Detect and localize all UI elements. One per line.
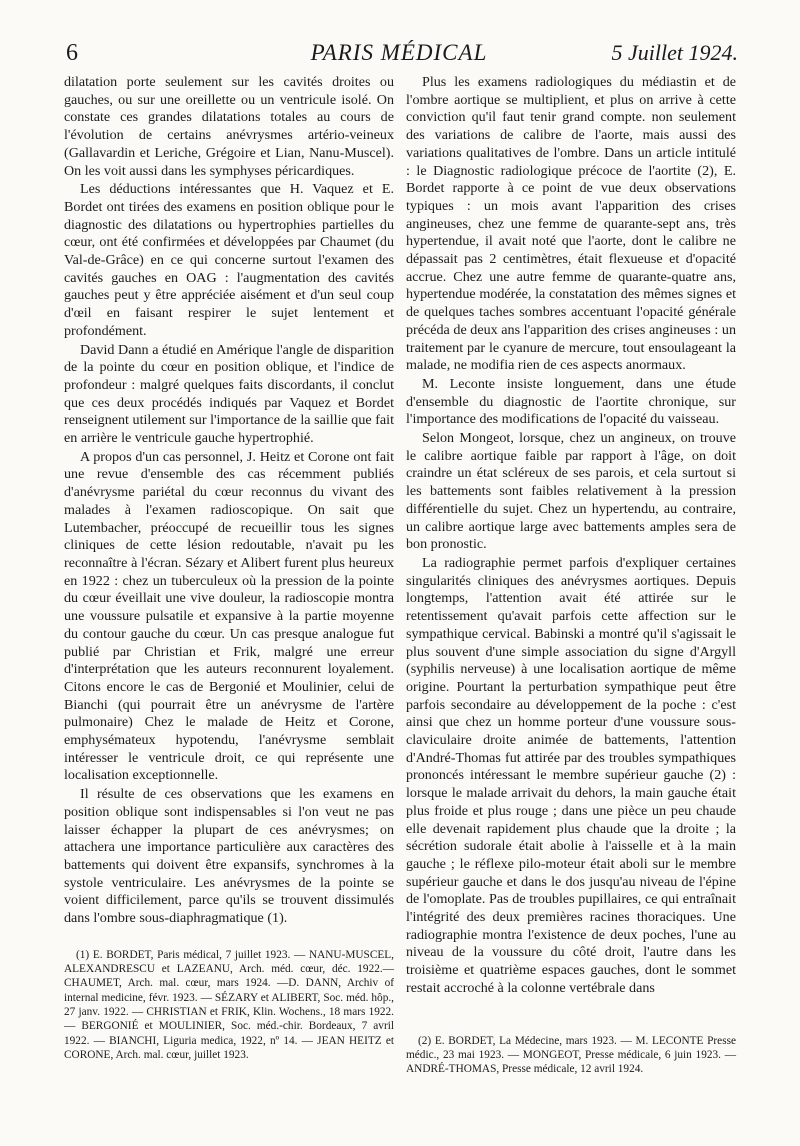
paragraph: dilatation porte seulement sur les cavités droites ou gauches, ou sur une oreillette ou un ventricule isolé. On constate ces grandes dilatations totales au cours de l'évolution de certains anévrysmes artério-veineux (Gallavardin et Leriche, Grégoire et Lian, Nanu-Muscel). On les voit aussi dans les symphyses péricardiques. bbox=[64, 74, 394, 179]
paragraph: Selon Mongeot, lorsque, chez un angineux, on trouve le calibre aortique faible par rapport à l'âge, on doit craindre un état scléreux de ses parois, et cela surtout si les battements sont faibles relativement à la pression différentielle du sujet. Chez un hypertendu, au contraire, un calibre aortique large avec battements amples sera de bon pronostic. bbox=[406, 430, 736, 553]
page-number: 6 bbox=[66, 40, 78, 66]
paragraph: David Dann a étudié en Amérique l'angle de disparition de la pointe du cœur en position oblique, et l'indice de profondeur : malgré quelques faits discordants, il conclut que ces deux procédés indiqués par Vaquez et Bordet renseignent utilement sur l'importance de la saillie que fait en arrière le ventricule gauche hypertrophié. bbox=[64, 341, 394, 447]
right-column bbox=[406, 74, 736, 1077]
left-column bbox=[64, 74, 394, 1063]
paragraph: La radiographie permet parfois d'expliquer certaines singularités cliniques des anévrysmes aortiques. Depuis longtemps, l'attention avait été attirée sur le retentissement qu'avait parfois cette affection sur le sympathique cervical. Babinski a montré qu'il s'agissait le plus souvent d'une simple association du signe d'Argyll (syphilis nerveuse) à une localisation aortique de même origine. Pourtant la perturbation sympathique peut être parfois secondaire au développement de la poche : c'est ainsi que chez un homme porteur d'une voussure sous-claviculaire droite animée de battements, l'attention d'André-Thomas fut attirée par des troubles sympathiques prononcés intéressant le membre supérieur gauche (2) : lorsque le malade arrivait du dehors, la main gauche était plus froide et plus rouge ; dans une pièce un peu chaude elle devenait rapidement plus chaude que la droite ; la sécrétion sudorale était abolie à l'aisselle et à la main gauche ; le réflexe pilo-moteur était aboli sur le membre supérieur gauche et dans le dos jusqu'au niveau de l'épine de l'omoplate. Pas de troubles pupillaires, ce qui entraînait l'intégrité des deux premières racines thoraciques. Une radiographie montra l'existence de deux poches, l'une au niveau de la voussure du côté droit, l'autre dans les troisième et quatrième espaces gauches, dont le sommet restait accroché à la colonne vertébrale dans bbox=[406, 554, 736, 996]
footnote: (1) E. BORDET, Paris médical, 7 juillet 1923. — NANU-MUSCEL, ALEXANDRESCU et LAZEANU, Arch. méd. cœur, déc. 1922.— CHAUMET, Arch. mal. cœur, mars 1924. —D. DANN, Archiv of internal medicine, févr. 1923. — SÉZARY et ALIBERT, Soc. méd. hôp., 27 janv. 1922. — CHRISTIAN et FRIK, Klin. Wochens., 18 mars 1922. — BERGONIÉ et MOULINIER, Soc. méd.-chir. Bordeaux, 7 avril 1922. — BIANCHI, Liguria medica, 1922, nº 14. — JEAN HEITZ et CORONE, Arch. mal. cœur, juillet 1923. bbox=[64, 948, 394, 1061]
paragraph: Plus les examens radiologiques du médiastin et de l'ombre aortique se multiplient, et plus on arrive à cette conviction qu'il faut tenir grand compte. non seulement des variations de calibre de l'aorte, mais aussi des variations qualitatives de l'ombre. Dans un article intitulé : le Diagnostic radiologique précoce de l'aortite (2), E. Bordet rapporte à ce point de vue deux observations typiques : un mois avant l'apparition des crises angineuses, chez une femme de quarante-sept ans, très hypertendue, il avait noté que l'aorte, dont le calibre ne dépassait pas 2 centimètres, était flexueuse et d'opacité accrue. Chez une autre femme de quarante-quatre ans, hypertendue modérée, la constatation des mêmes signes et de quelques taches sombres accentuant l'opacité générale précéda de deux ans l'apparition des crises angineuses : un traitement par le cyanure de mercure, tout ensoulageant la malade, ne modifia rien de ces aspects anormaux. bbox=[406, 74, 736, 374]
paragraph: Les déductions intéressantes que H. Vaquez et E. Bordet ont tirées des examens en position oblique pour le diagnostic des dilatations ou hypertrophies partielles du cœur, ont été confirmées et développées par Chaumet (du Val-de-Grâce) en ce qui concerne surtout l'examen des cavités gauches en OAG : l'augmentation des cavités gauches peut y être appréciée aisément et d'un seul coup d'œil en faisant respirer le sujet lentement et profondément. bbox=[64, 181, 394, 339]
issue-date: 5 Juillet 1924. bbox=[611, 40, 738, 65]
paragraph: Il résulte de ces observations que les examens en position oblique sont indispensables si l'on veut ne pas laisser échapper la plupart de ces anévrysmes; on attachera une importance particulière aux caractères des battements qui doivent être expansifs, synchromes à la systole ventriculaire. Les anévrysmes de la pointe se voient difficilement, parce qu'ils se trouvent dissimulés dans l'ombre sous-diaphragmatique (1). bbox=[64, 786, 394, 927]
footnote: (2) E. BORDET, La Médecine, mars 1923. — M. LECONTE Presse médic., 23 mai 1923. — MONGEOT, Presse médicale, 6 juin 1923. — ANDRÉ-THOMAS, Presse médicale, 12 avril 1924. bbox=[406, 1034, 736, 1076]
journal-title: PARIS MÉDICAL bbox=[310, 40, 488, 65]
paragraph: M. Leconte insiste longuement, dans une étude d'ensemble du diagnostic de l'aortite chronique, sur l'importance des modifications de l'opacité du vaisseau. bbox=[406, 375, 736, 428]
paragraph: A propos d'un cas personnel, J. Heitz et Corone ont fait une revue d'ensemble des cas récemment publiés d'anévrysme pariétal du cœur reconnus du vivant des malades à l'examen radioscopique. On sait que Lutembacher, préoccupé de recueillir tous les signes cliniques de cette lésion redoutable, n'avait pu les reconnaître à l'écran. Sézary et Alibert furent plus heureux en 1922 : chez un tuberculeux où la pression de la pointe du cœur éveillait une vive douleur, la radioscopie montra une voussure pulsatile et expansive à la partie moyenne du contour gauche du cœur. Un cas presque analogue fut publié par Christian et Frik, malgré une erreur d'interprétation que les auteurs reconnurent loyalement. Citons encore le cas de Bergonié et Moulinier, celui de Bianchi (qui pourrait être un anévrysme de l'artère pulmonaire) Chez le malade de Heitz et Corone, emphysémateux hypotendu, l'anévrysme semblait intéresser le ventricule droit, ce qui représente une localisation exceptionnelle. bbox=[64, 448, 394, 784]
page-header bbox=[60, 40, 738, 70]
